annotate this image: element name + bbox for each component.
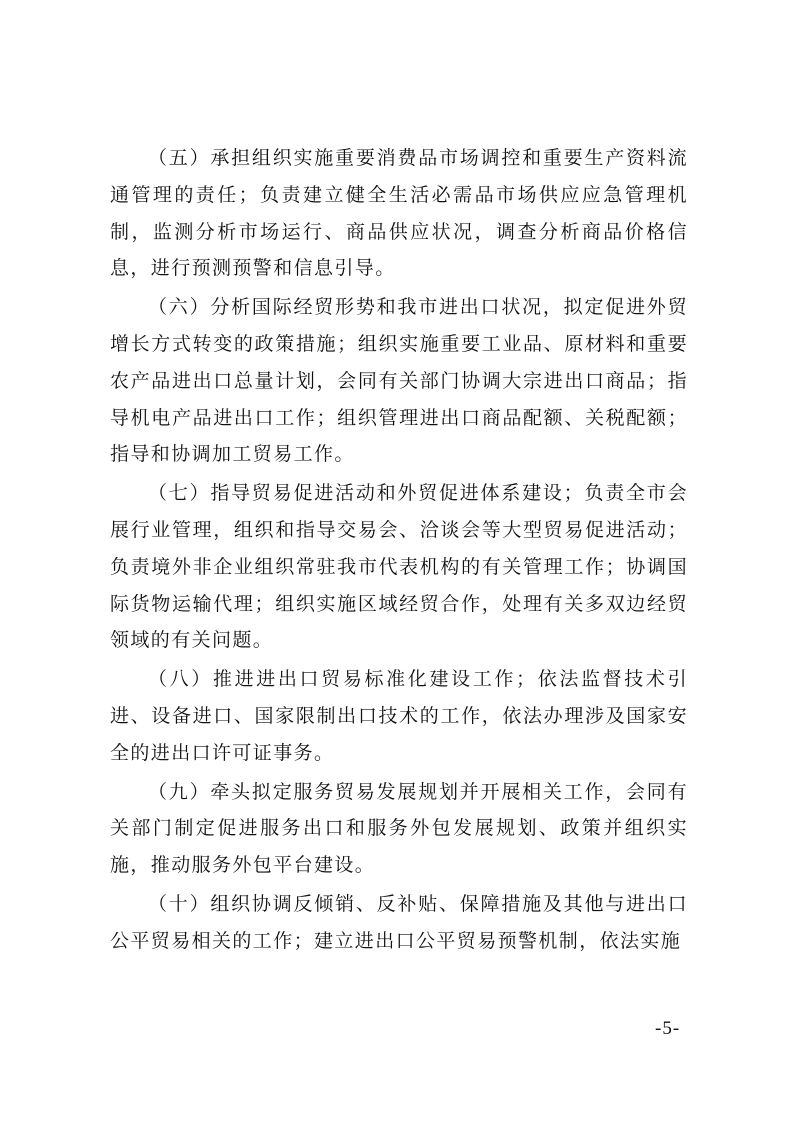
document-body [110,140,688,962]
paragraph-7: （七）指导贸易促进活动和外贸促进体系建设；负责全市会展行业管理，组织和指导交易会、洽谈会等大型贸易促进活动；负责境外非企业组织常驻我市代表机构的有关管理工作；协调国际货物运输代理；组织实施区域经贸合作，处理有关多双边经贸领域的有关问题。 [110,482,688,652]
paragraph-8: （八）推进进出口贸易标准化建设工作；依法监督技术引进、设备进口、国家限制出口技术的工作，依法办理涉及国家安全的进出口许可证事务。 [110,668,688,764]
paragraph-6: （六）分析国际经贸形势和我市进出口状况，拟定促进外贸增长方式转变的政策措施；组织实施重要工业品、原材料和重要农产品进出口总量计划，会同有关部门协调大宗进出口商品；指导机电产品进出口工作；组织管理进出口商品配额、关税配额；指导和协调加工贸易工作。 [110,296,688,466]
page-number: -5- [655,1018,681,1039]
paragraph-10: （十）组织协调反倾销、反补贴、保障措施及其他与进出口公平贸易相关的工作；建立进出口公平贸易预警机制，依法实施 [110,892,688,952]
paragraph-5: （五）承担组织实施重要消费品市场调控和重要生产资料流通管理的责任；负责建立健全生活必需品市场供应应急管理机制，监测分析市场运行、商品供应状况，调查分析商品价格信息，进行预测预警和信息引导。 [110,147,688,280]
paragraph-9: （九）牵头拟定服务贸易发展规划并开展相关工作，会同有关部门制定促进服务出口和服务外包发展规划、政策并组织实施，推动服务外包平台建设。 [110,780,688,877]
